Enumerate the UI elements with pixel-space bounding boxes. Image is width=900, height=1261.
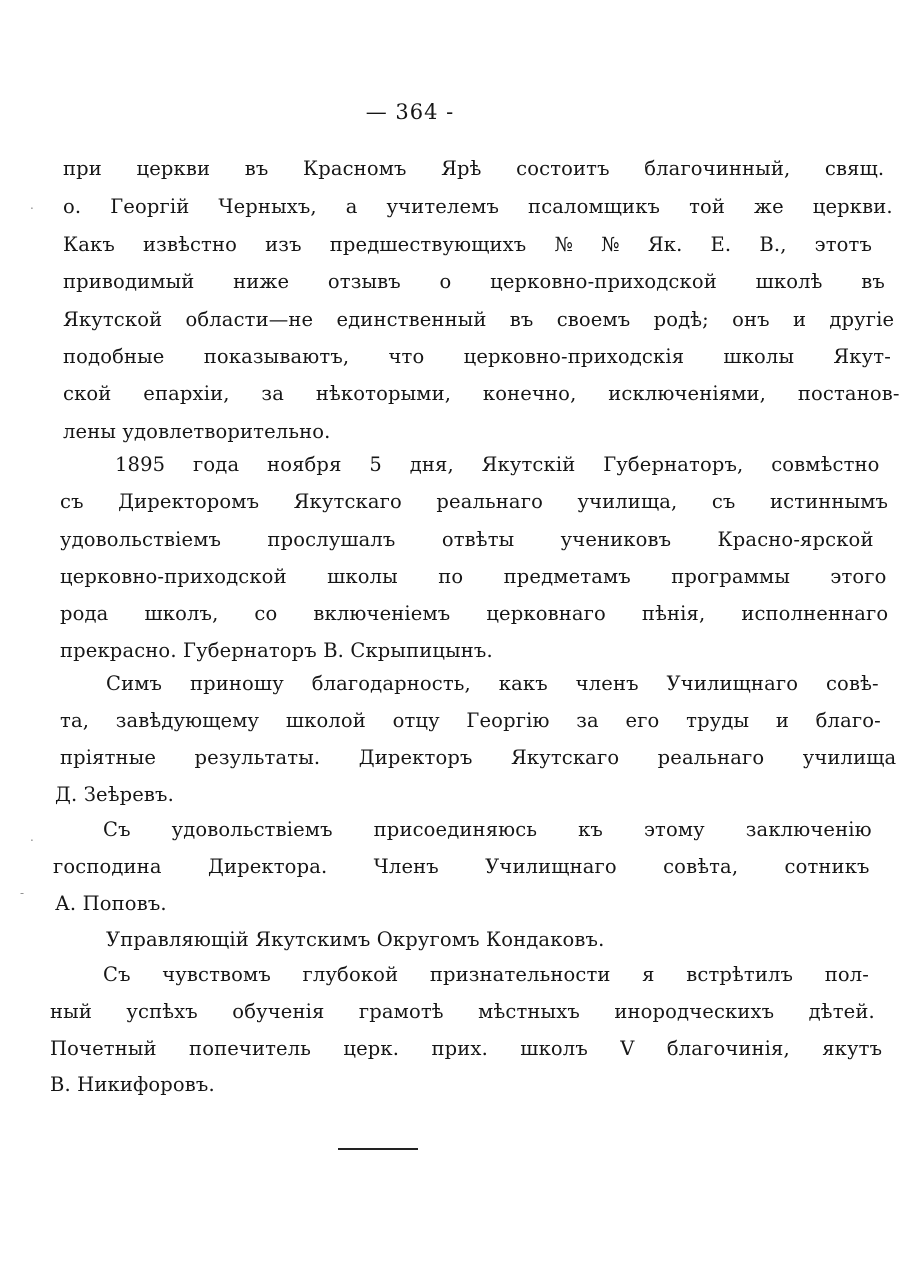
text-line: Какъ извѣстно изъ предшествующихъ № № Як. Е. В., этотъ: [63, 233, 873, 256]
text-line: при церкви въ Красномъ Ярѣ состоитъ благочинный, свящ.: [63, 157, 885, 180]
text-line: 1895 года ноября 5 дня, Якутскій Губернаторъ, совмѣстно: [115, 453, 880, 476]
page-number: — 364 -: [365, 100, 455, 124]
text-line: съ Директоромъ Якутскаго реальнаго училища, съ истиннымъ: [60, 490, 889, 513]
text-line: ской епархіи, за нѣкоторыми, конечно, исключеніями, постанов-: [63, 382, 900, 405]
margin-mark: -: [20, 886, 25, 900]
text-line: рода школъ, со включеніемъ церковнаго пѣнія, исполненнаго: [60, 602, 889, 625]
margin-mark: .: [30, 830, 34, 844]
text-line: Съ удовольствіемъ присоединяюсь къ этому заключенію: [103, 818, 872, 841]
text-line: лены удовлетворительно.: [63, 420, 331, 443]
text-line: приводимый ниже отзывъ о церковно-приходской школѣ въ: [63, 270, 885, 293]
text-line: удовольствіемъ прослушалъ отвѣты учениковъ Красно-ярской: [60, 528, 874, 551]
text-line: Якутской области—не единственный въ своемъ родѣ; онъ и другіе: [63, 308, 895, 331]
text-line: А. Поповъ.: [55, 892, 167, 915]
text-line: Д. Зеѣревъ.: [55, 783, 174, 806]
text-line: пріятные результаты. Директоръ Якутскаго реальнаго училища: [60, 746, 897, 769]
text-line: о. Георгій Черныхъ, а учителемъ псаломщикъ той же церкви.: [63, 195, 893, 218]
text-line: прекрасно. Губернаторъ В. Скрыпицынъ.: [60, 639, 493, 662]
margin-mark: .: [30, 198, 34, 212]
text-line: та, завѣдующему школой отцу Георгію за его труды и благо-: [60, 709, 881, 732]
text-line: подобные показываютъ, что церковно-приходскія школы Якут-: [63, 345, 891, 368]
text-line: Симъ приношу благодарность, какъ членъ Училищнаго совѣ-: [106, 672, 879, 695]
text-line: Почетный попечитель церк. прих. школъ V благочинія, якутъ: [50, 1037, 883, 1060]
text-line: ный успѣхъ обученія грамотѣ мѣстныхъ инородческихъ дѣтей.: [50, 1000, 875, 1023]
text-line: В. Никифоровъ.: [50, 1073, 215, 1096]
closing-rule: [338, 1148, 418, 1150]
text-line: Съ чувствомъ глубокой признательности я встрѣтилъ пол-: [103, 963, 870, 986]
text-line: церковно-приходской школы по предметамъ программы этого: [60, 565, 887, 588]
text-line: господина Директора. Членъ Училищнаго совѣта, сотникъ: [53, 855, 870, 878]
text-line: Управляющій Якутскимъ Округомъ Кондаковъ.: [106, 928, 605, 951]
